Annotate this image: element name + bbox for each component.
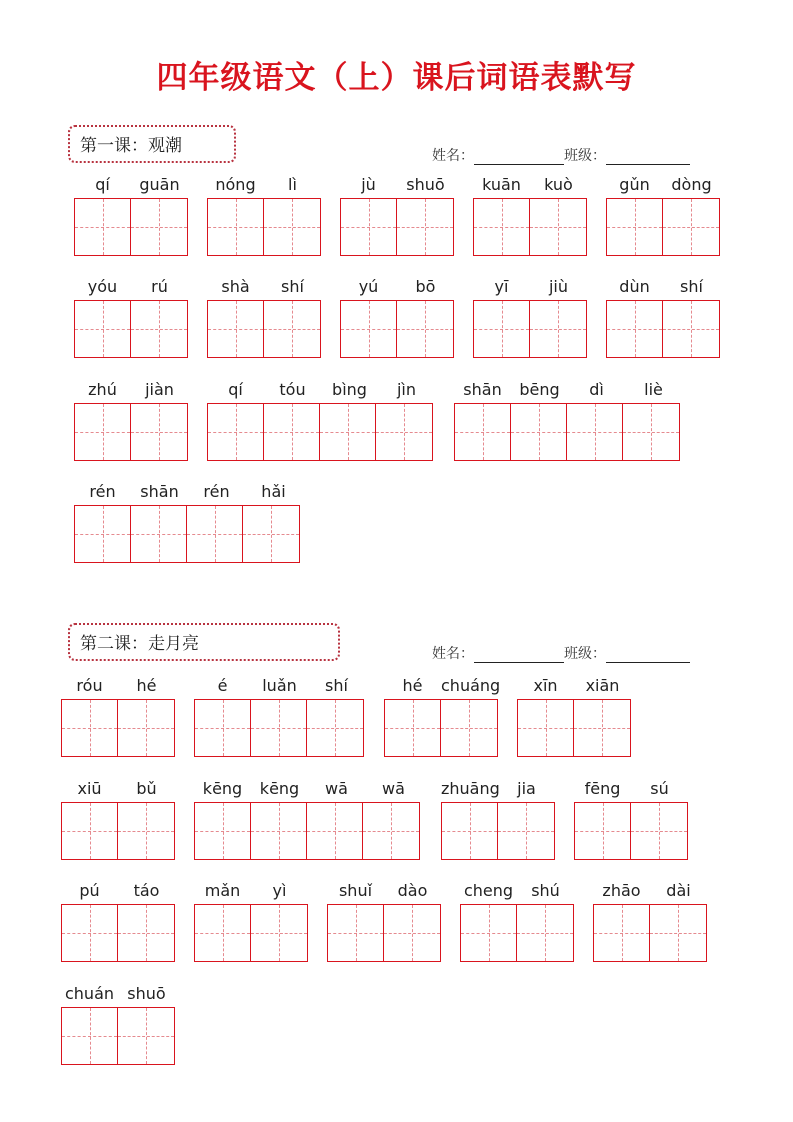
writing-grid <box>61 1007 175 1065</box>
writing-cell[interactable] <box>574 700 630 756</box>
writing-cell[interactable] <box>631 803 687 859</box>
pinyin: dì <box>589 380 604 399</box>
writing-grid <box>74 505 300 563</box>
writing-cell[interactable] <box>62 1008 118 1064</box>
writing-cell[interactable] <box>461 905 517 961</box>
name-label: 姓名： <box>432 148 474 164</box>
pinyin: jìn <box>396 380 417 399</box>
pinyin-row <box>473 274 587 300</box>
pinyin: shān <box>140 482 179 501</box>
writing-grid <box>61 904 175 962</box>
writing-cell[interactable] <box>575 803 631 859</box>
pinyin-row <box>194 878 308 904</box>
pinyin: rú <box>151 277 168 296</box>
pinyin: rén <box>89 482 116 501</box>
writing-cell[interactable] <box>517 905 573 961</box>
writing-cell[interactable] <box>75 404 131 460</box>
pinyin: dài <box>666 881 691 900</box>
word-item <box>207 274 321 358</box>
writing-cell[interactable] <box>195 700 251 756</box>
word-item <box>473 172 587 256</box>
pinyin: qí <box>95 175 110 194</box>
pinyin: kēng <box>202 779 243 798</box>
pinyin: chuán <box>64 984 115 1003</box>
writing-cell[interactable] <box>498 803 554 859</box>
name-blank[interactable] <box>474 648 564 663</box>
pinyin: jiàn <box>145 380 174 399</box>
writing-grid <box>327 904 441 962</box>
writing-cell[interactable] <box>75 301 131 357</box>
word-item <box>384 673 501 757</box>
writing-grid <box>473 198 587 256</box>
writing-cell[interactable] <box>243 506 299 562</box>
pinyin: yī <box>494 277 509 296</box>
writing-grid <box>441 802 555 860</box>
pinyin-row <box>61 878 175 904</box>
word-item <box>327 878 441 962</box>
class-label: 班级： <box>564 646 606 662</box>
class-blank[interactable] <box>606 648 690 663</box>
pinyin-row <box>441 776 555 802</box>
pinyin: yú <box>358 277 379 296</box>
writing-grid <box>384 699 498 757</box>
pinyin: zhuāng <box>441 779 500 798</box>
pinyin: qí <box>228 380 243 399</box>
page-title: 四年级语文（上）课后词语表默写 <box>156 60 637 96</box>
word-item <box>61 878 175 962</box>
pinyin-row <box>61 776 175 802</box>
pinyin: cheng <box>463 881 514 900</box>
writing-grid <box>74 300 188 358</box>
writing-cell[interactable] <box>607 301 663 357</box>
writing-cell[interactable] <box>341 301 397 357</box>
pinyin-row <box>207 274 321 300</box>
pinyin: wā <box>325 779 348 798</box>
pinyin: hǎi <box>261 482 286 501</box>
pinyin: xiū <box>77 779 102 798</box>
pinyin: kuān <box>482 175 521 194</box>
writing-cell[interactable] <box>131 404 187 460</box>
pinyin: tóu <box>279 380 306 399</box>
student-info <box>432 643 690 663</box>
word-item <box>340 274 454 358</box>
writing-grid <box>207 300 321 358</box>
word-item <box>340 172 454 256</box>
word-item <box>473 274 587 358</box>
writing-cell[interactable] <box>75 506 131 562</box>
pinyin: shà <box>221 277 250 296</box>
writing-cell[interactable] <box>474 199 530 255</box>
pinyin: xiān <box>585 676 620 695</box>
pinyin-row <box>593 878 707 904</box>
pinyin: guān <box>139 175 180 194</box>
writing-cell[interactable] <box>397 301 453 357</box>
word-item <box>207 377 435 461</box>
pinyin: jiù <box>548 277 569 296</box>
writing-cell[interactable] <box>385 700 441 756</box>
pinyin: shuǐ <box>338 881 373 900</box>
pinyin-row <box>194 673 365 699</box>
word-item <box>61 673 175 757</box>
writing-grid <box>473 300 587 358</box>
writing-cell[interactable] <box>131 301 187 357</box>
writing-cell[interactable] <box>62 905 118 961</box>
pinyin-row <box>384 673 501 699</box>
pinyin: zhú <box>88 380 117 399</box>
pinyin-row <box>460 878 574 904</box>
writing-cell[interactable] <box>623 404 679 460</box>
pinyin: shí <box>680 277 703 296</box>
pinyin-row <box>574 776 688 802</box>
pinyin: dòng <box>671 175 712 194</box>
writing-cell[interactable] <box>62 803 118 859</box>
pinyin-row <box>606 172 720 198</box>
writing-cell[interactable] <box>320 404 376 460</box>
name-label: 姓名： <box>432 646 474 662</box>
pinyin: shuō <box>406 175 445 194</box>
word-item <box>61 776 175 860</box>
writing-cell[interactable] <box>384 905 440 961</box>
pinyin: liè <box>644 380 663 399</box>
pinyin: nóng <box>215 175 256 194</box>
pinyin-row <box>340 274 454 300</box>
pinyin-row <box>327 878 441 904</box>
writing-cell[interactable] <box>195 803 251 859</box>
pinyin: pú <box>79 881 100 900</box>
pinyin-row <box>194 776 422 802</box>
word-item <box>74 172 188 256</box>
word-item <box>574 776 688 860</box>
pinyin: dùn <box>619 277 650 296</box>
pinyin: fēng <box>584 779 621 798</box>
word-item <box>74 479 302 563</box>
word-item <box>194 673 365 757</box>
pinyin: róu <box>76 676 103 695</box>
word-item <box>454 377 682 461</box>
writing-cell[interactable] <box>251 803 307 859</box>
writing-grid <box>194 802 420 860</box>
pinyin: yì <box>272 881 287 900</box>
word-item <box>517 673 631 757</box>
writing-grid <box>574 802 688 860</box>
writing-grid <box>593 904 707 962</box>
pinyin: wā <box>382 779 405 798</box>
name-blank[interactable] <box>474 150 564 165</box>
writing-cell[interactable] <box>118 1008 174 1064</box>
writing-cell[interactable] <box>208 404 264 460</box>
pinyin: mǎn <box>204 881 241 900</box>
writing-cell[interactable] <box>363 803 419 859</box>
writing-cell[interactable] <box>328 905 384 961</box>
pinyin: jia <box>517 779 536 798</box>
writing-cell[interactable] <box>208 301 264 357</box>
writing-cell[interactable] <box>474 301 530 357</box>
pinyin-row <box>61 981 175 1007</box>
pinyin: lì <box>288 175 297 194</box>
writing-cell[interactable] <box>650 905 706 961</box>
pinyin-row <box>606 274 720 300</box>
writing-cell[interactable] <box>594 905 650 961</box>
writing-cell[interactable] <box>397 199 453 255</box>
word-item <box>593 878 707 962</box>
writing-cell[interactable] <box>264 404 320 460</box>
writing-grid <box>517 699 631 757</box>
writing-cell[interactable] <box>518 700 574 756</box>
pinyin: shān <box>463 380 502 399</box>
pinyin: bǔ <box>136 779 157 798</box>
student-info <box>432 145 690 165</box>
writing-cell[interactable] <box>341 199 397 255</box>
writing-grid <box>454 403 680 461</box>
pinyin-row <box>454 377 682 403</box>
word-item <box>194 878 308 962</box>
pinyin: yóu <box>87 277 118 296</box>
pinyin-row <box>517 673 631 699</box>
writing-cell[interactable] <box>187 506 243 562</box>
writing-cell[interactable] <box>264 199 320 255</box>
writing-cell[interactable] <box>251 905 307 961</box>
pinyin: bìng <box>332 380 367 399</box>
writing-cell[interactable] <box>607 199 663 255</box>
writing-cell[interactable] <box>118 700 174 756</box>
writing-grid <box>207 198 321 256</box>
pinyin-row <box>207 172 321 198</box>
writing-cell[interactable] <box>62 700 118 756</box>
pinyin: hé <box>402 676 423 695</box>
writing-grid <box>74 403 188 461</box>
writing-cell[interactable] <box>118 905 174 961</box>
writing-grid <box>340 300 454 358</box>
writing-grid <box>207 403 433 461</box>
pinyin: bēng <box>519 380 560 399</box>
pinyin-row <box>207 377 435 403</box>
word-item <box>441 776 555 860</box>
pinyin: zhāo <box>602 881 641 900</box>
pinyin: luǎn <box>262 676 297 695</box>
word-item <box>74 377 188 461</box>
pinyin: xīn <box>533 676 558 695</box>
writing-cell[interactable] <box>208 199 264 255</box>
pinyin-row <box>74 377 188 403</box>
writing-cell[interactable] <box>251 700 307 756</box>
lesson-title: 第一课：观潮 <box>68 125 236 163</box>
writing-grid <box>340 198 454 256</box>
writing-cell[interactable] <box>455 404 511 460</box>
pinyin: hé <box>136 676 157 695</box>
word-item <box>74 274 188 358</box>
pinyin-row <box>473 172 587 198</box>
writing-grid <box>194 699 364 757</box>
pinyin: kuò <box>544 175 573 194</box>
writing-cell[interactable] <box>442 803 498 859</box>
pinyin-row <box>61 673 175 699</box>
writing-cell[interactable] <box>264 301 320 357</box>
writing-cell[interactable] <box>307 803 363 859</box>
pinyin: gǔn <box>619 175 650 194</box>
pinyin: shú <box>531 881 560 900</box>
writing-grid <box>61 802 175 860</box>
pinyin: é <box>217 676 228 695</box>
word-item <box>207 172 321 256</box>
pinyin: shuō <box>127 984 166 1003</box>
writing-cell[interactable] <box>131 506 187 562</box>
writing-cell[interactable] <box>195 905 251 961</box>
writing-cell[interactable] <box>511 404 567 460</box>
writing-grid <box>606 300 720 358</box>
pinyin-row <box>340 172 454 198</box>
writing-cell[interactable] <box>376 404 432 460</box>
pinyin: chuáng <box>441 676 501 695</box>
pinyin: dào <box>397 881 428 900</box>
word-item <box>460 878 574 962</box>
pinyin-row <box>74 479 302 505</box>
writing-cell[interactable] <box>131 199 187 255</box>
pinyin: jù <box>361 175 376 194</box>
word-item <box>61 981 175 1065</box>
writing-cell[interactable] <box>530 301 586 357</box>
lesson-title: 第二课：走月亮 <box>68 623 340 661</box>
pinyin-row <box>74 172 188 198</box>
writing-cell[interactable] <box>75 199 131 255</box>
pinyin: shí <box>325 676 348 695</box>
writing-cell[interactable] <box>441 700 497 756</box>
pinyin: táo <box>133 881 160 900</box>
writing-cell[interactable] <box>663 199 719 255</box>
writing-cell[interactable] <box>118 803 174 859</box>
writing-grid <box>61 699 175 757</box>
writing-cell[interactable] <box>567 404 623 460</box>
word-item <box>606 274 720 358</box>
writing-grid <box>74 198 188 256</box>
writing-cell[interactable] <box>307 700 363 756</box>
pinyin: bō <box>415 277 436 296</box>
writing-grid <box>460 904 574 962</box>
class-label: 班级： <box>564 148 606 164</box>
writing-grid <box>194 904 308 962</box>
pinyin: rén <box>203 482 230 501</box>
writing-cell[interactable] <box>530 199 586 255</box>
writing-cell[interactable] <box>663 301 719 357</box>
pinyin: shí <box>281 277 304 296</box>
pinyin: sú <box>650 779 669 798</box>
word-item <box>194 776 422 860</box>
word-item <box>606 172 720 256</box>
pinyin-row <box>74 274 188 300</box>
class-blank[interactable] <box>606 150 690 165</box>
pinyin: kēng <box>259 779 300 798</box>
writing-grid <box>606 198 720 256</box>
